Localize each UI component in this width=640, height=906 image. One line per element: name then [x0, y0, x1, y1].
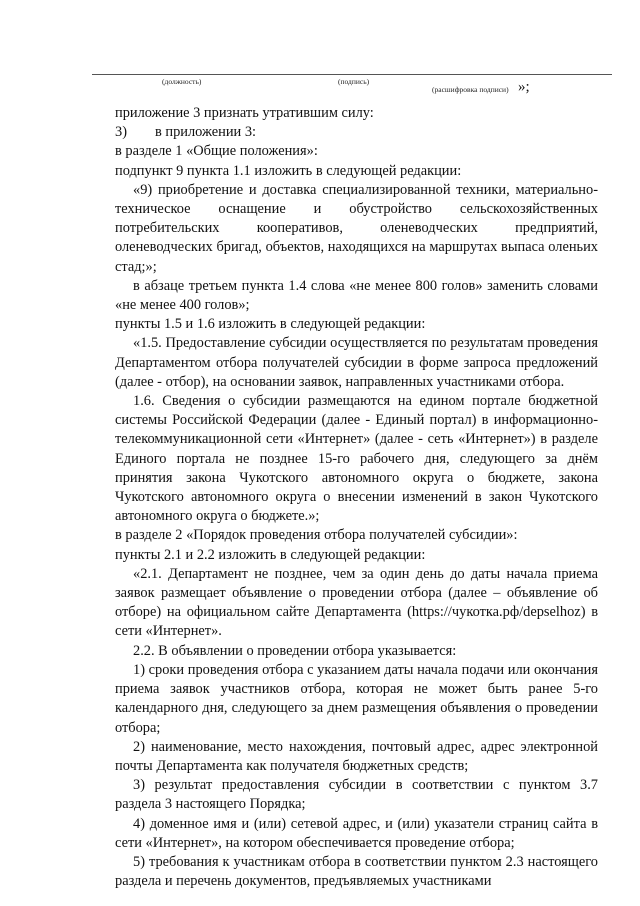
paragraph-15: 2) наименование, место нахождения, почтовый адрес, адрес электронной почты Департамента как получателя бюджетных средств;	[115, 738, 598, 774]
paragraph-1: приложение 3 признать утратившим силу:	[115, 105, 374, 121]
item-number: 3)	[115, 124, 127, 141]
paragraph-9: 1.6. Сведения о субсидии размещаются на едином портале бюджетной системы Российской Федерации (далее - Единый портал) в информационно-телекоммуникационной сети «Интернет» (далее - сеть «Интернет») в разделе Единого портала не позднее 15-го рабочего дня, следующего за днём принятия закона Чукотского автономного округа о бюджете, закона Чукотского автономного округа о внесении изменений в закон Чукотского автономного округа о бюджете.»;	[115, 393, 598, 525]
paragraph-8: «1.5. Предоставление субсидии осуществляется по результатам проведения Департаментом отбора получателей субсидии в форме запроса предложений (далее - отбор), на основании заявок, направленных участниками отбора.	[115, 335, 598, 390]
paragraph-18: 5) требования к участникам отбора в соответствии пунктом 2.3 настоящего раздела и перечень документов, предъявляемых участниками	[115, 853, 598, 890]
paragraph-4: подпункт 9 пункта 1.1 изложить в следующей редакции:	[115, 162, 462, 179]
document-body	[115, 104, 598, 891]
paragraph-13: 2.2. В объявлении о проведении отбора указывается:	[133, 642, 457, 659]
paragraph-14: 1) сроки проведения отбора с указанием даты начала подачи или окончания приема заявок участников отбора, которая не может быть ранее 5-го календарного дня, следующего за днем размещения объявления о проведении отбора;	[115, 661, 598, 736]
paragraph-6: в абзаце третьем пункта 1.4 слова «не менее 800 голов» заменить словами «не менее 400 голов»;	[115, 277, 598, 314]
closing-quote-mark: »;	[518, 79, 530, 95]
signature-decode-caption: (расшифровка подписи)	[432, 85, 509, 94]
paragraph-5: «9) приобретение и доставка специализированной техники, материально-техническое оснащение и обустройство сельскохозяйственных потребительских кооперативов, оленеводческих предприятий, оленеводческих бригад, объектов, находящихся на маршрутах выпаса оленьих стад;»;	[115, 181, 598, 275]
paragraph-2-text: в приложении 3:	[155, 124, 257, 141]
paragraph-17: 4) доменное имя и (или) сетевой адрес, и (или) указатели страниц сайта в сети «Интернет», на котором обеспечивается проведение отбора;	[115, 815, 598, 851]
signature-caption: (подпись)	[338, 77, 370, 86]
paragraph-3: в разделе 1 «Общие положения»:	[115, 143, 318, 160]
paragraph-10: в разделе 2 «Порядок проведения отбора получателей субсидии»:	[115, 527, 518, 544]
signature-line	[92, 74, 612, 75]
position-caption: (должность)	[162, 77, 202, 86]
paragraph-16: 3) результат предоставления субсидии в соответствии с пунктом 3.7 раздела 3 настоящего Порядка;	[115, 777, 598, 813]
paragraph-12: «2.1. Департамент не позднее, чем за один день до даты начала приема заявок размещает объявление о проведении отбора (далее – объявление об отборе) на официальном сайте Департамента (https://чукотка.рф/depselhoz) в сети «Интернет».	[115, 565, 598, 640]
paragraph-11: пункты 2.1 и 2.2 изложить в следующей редакции:	[115, 546, 426, 563]
paragraph-2	[115, 123, 598, 142]
paragraph-7: пункты 1.5 и 1.6 изложить в следующей редакции:	[115, 316, 426, 333]
